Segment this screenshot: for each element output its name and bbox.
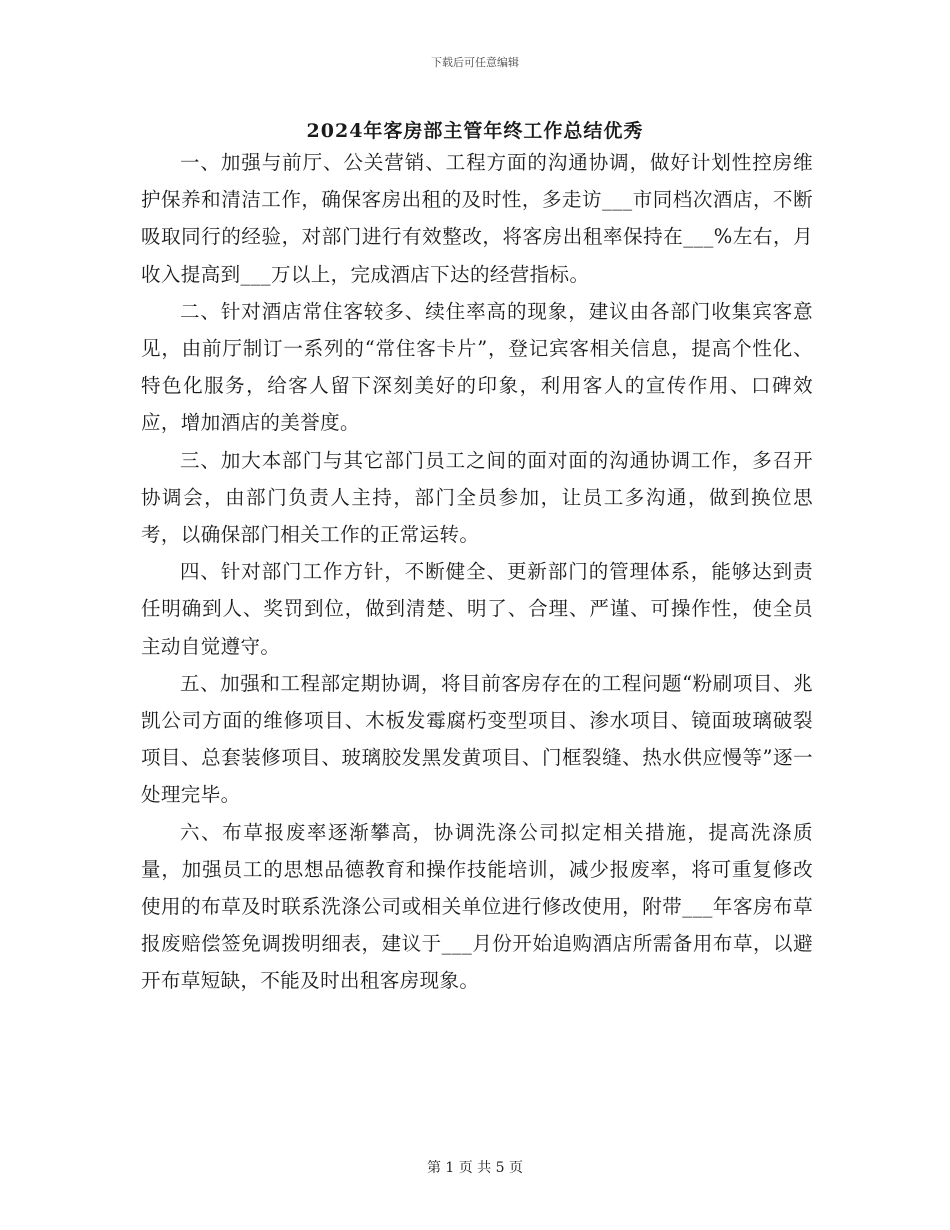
paragraph-1: 一、加强与前厅、公关营销、工程方面的沟通协调，做好计划性控房维护保养和清洁工作，确保客房出租的及时性，多走访___市同档次酒店，不断吸取同行的经验，对部门进行有效整改，将客房出租率保持在___%左右，月收入提高到___万以上，完成酒店下达的经营指标。 [141, 151, 813, 286]
document-title: 2024年客房部主管年终工作总结优秀 [306, 120, 644, 142]
document-body [141, 144, 813, 1000]
header-note: 下载后可任意编辑 [431, 56, 519, 69]
paragraph-3: 三、加大本部门与其它部门员工之间的面对面的沟通协调工作，多召开协调会，由部门负责人主持，部门全员参加，让员工多沟通，做到换位思考，以确保部门相关工作的正常运转。 [141, 448, 813, 547]
paragraph-6: 六、布草报废率逐渐攀高，协调洗涤公司拟定相关措施，提高洗涤质量，加强员工的思想品德教育和操作技能培训，减少报废率，将可重复修改使用的布草及时联系洗涤公司或相关单位进行修改使用，附带___年客房布草报废赔偿签免调拨明细表，建议于___月份开始追购酒店所需备用布草，以避开布草短缺，不能及时出租客房现象。 [141, 820, 813, 993]
paragraph-4: 四、针对部门工作方针，不断健全、更新部门的管理体系，能够达到责任明确到人、奖罚到位，做到清楚、明了、合理、严谨、可操作性，使全员主动自觉遵守。 [141, 560, 813, 658]
paragraph-2: 二、针对酒店常住客较多、续住率高的现象，建议由各部门收集宾客意见，由前厅制订一系列的“常住客卡片”，登记宾客相关信息，提高个性化、特色化服务，给客人留下深刻美好的印象，利用客人的宣传作用、口碑效应，增加酒店的美誉度。 [141, 299, 813, 435]
paragraph-5: 五、加强和工程部定期协调，将目前客房存在的工程问题“粉刷项目、兆凯公司方面的维修项目、木板发霉腐朽变型项目、渗水项目、镜面玻璃破裂项目、总套装修项目、玻璃胶发黑发黄项目、门框裂缝、热水供应慢等”逐一处理完毕。 [141, 671, 813, 807]
page-number: 第 1 页 共 5 页 [426, 1160, 524, 1176]
